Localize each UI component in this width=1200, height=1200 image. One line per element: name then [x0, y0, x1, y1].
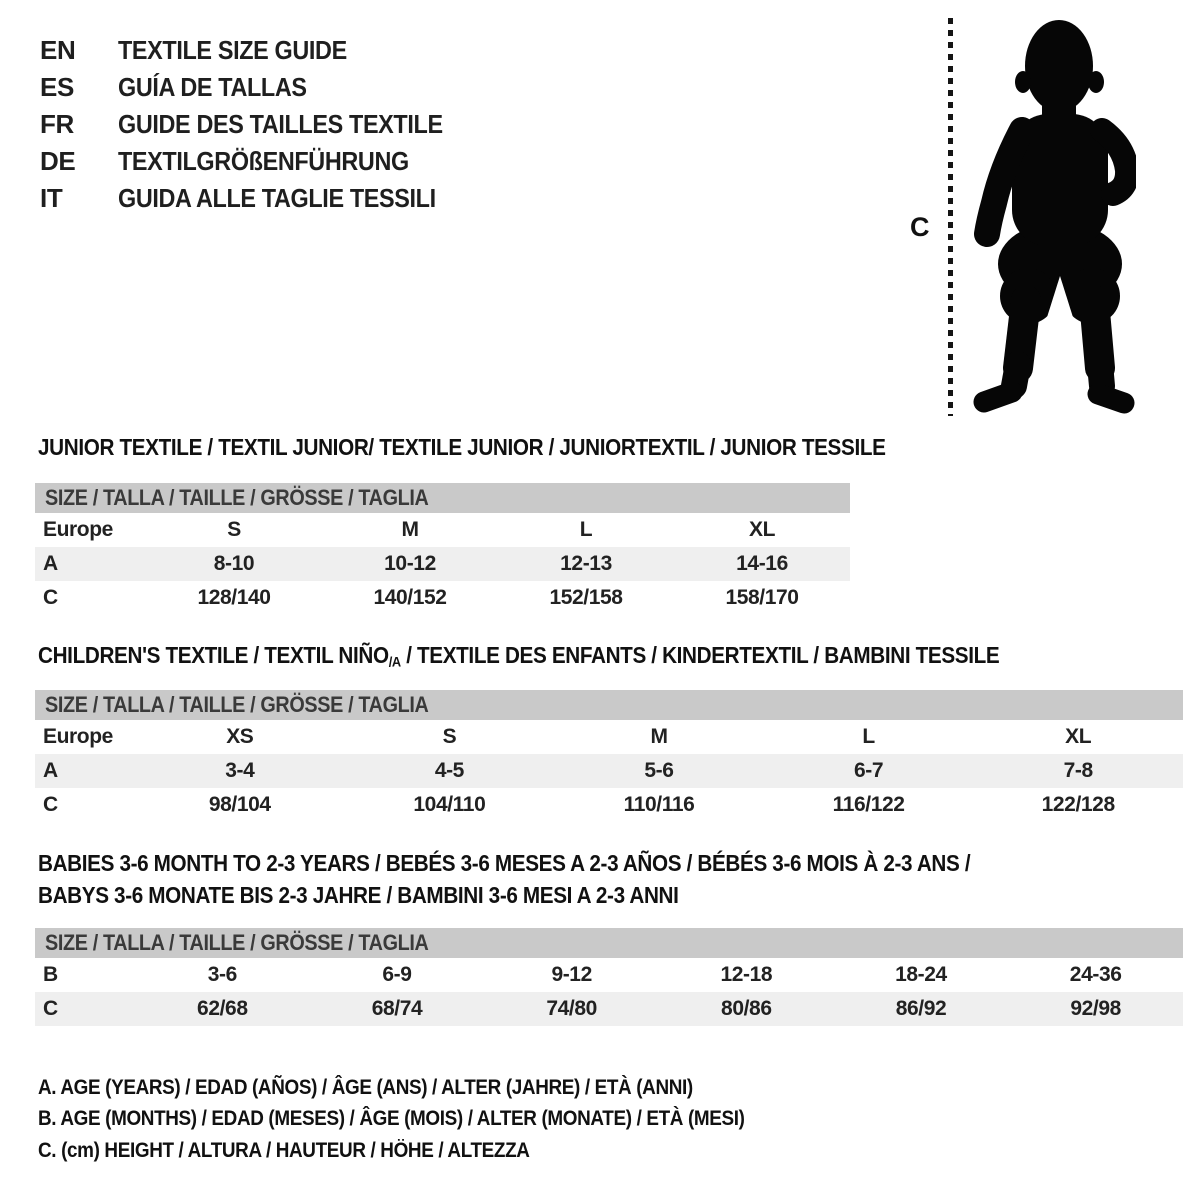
children-size-table [35, 690, 1183, 822]
table-header: SIZE / TALLA / TAILLE / GRÖSSE / TAGLIA [35, 928, 1183, 958]
table-row-height: C 128/140 140/152 152/158 158/170 [43, 586, 799, 609]
table-row-height: C 98/104 104/110 110/116 116/122 122/128 [43, 793, 1115, 816]
lang-row-es [40, 69, 479, 106]
height-dashed-line [948, 18, 953, 416]
junior-section-title: JUNIOR TEXTILE / TEXTIL JUNIOR/ TEXTILE JUNIOR / JUNIORTEXTIL / JUNIOR TESSILE [38, 434, 886, 460]
lang-title: TEXTILE SIZE GUIDE [118, 35, 347, 65]
children-section-title: CHILDREN'S TEXTILE / TEXTIL $NIÑO_{/A}$ / TEXTILE DES ENFANTS / KINDERTEXTIL / BAMBINI TESSILE [38, 642, 1000, 671]
lang-code: DE [40, 146, 76, 176]
junior-size-table [35, 483, 850, 615]
lang-title: GUIDE DES TAILLES TEXTILE [118, 109, 443, 139]
babies-section-title-line1: BABIES 3-6 MONTH TO 2-3 YEARS / BEBÉS 3-6 MESES A 2-3 AÑOS / BÉBÉS 3-6 MOIS À 2-3 ANS / [38, 850, 971, 876]
table-row-europe: Europe S M L XL [43, 518, 776, 541]
measurement-legend [38, 1072, 823, 1167]
table-row-europe: Europe XS S M L XL [43, 725, 1092, 748]
table-row-height: C 62/68 68/74 74/80 80/86 86/92 92/98 [35, 992, 1183, 1026]
language-title-list [40, 32, 479, 217]
lang-title: GUÍA DE TALLAS [118, 72, 307, 102]
table-header: SIZE / TALLA / TAILLE / GRÖSSE / TAGLIA [35, 690, 1183, 720]
lang-code: IT [40, 183, 63, 213]
table-header: SIZE / TALLA / TAILLE / GRÖSSE / TAGLIA [35, 483, 850, 513]
lang-code: FR [40, 109, 74, 139]
babies-size-table [35, 928, 1183, 1026]
babies-section-title-line2: BABYS 3-6 MONATE BIS 2-3 JAHRE / BAMBINI 3-6 MESI A 2-3 ANNI [38, 882, 679, 908]
lang-code: EN [40, 35, 76, 65]
lang-title: TEXTILGRÖßENFÜHRUNG [118, 146, 409, 176]
legend-line-b: B. AGE (MONTHS) / EDAD (MESES) / ÂGE (MOIS) / ALTER (MONATE) / ETÀ (MESI) [38, 1107, 745, 1131]
lang-row-it [40, 180, 479, 217]
table-row-age: A 8-10 10-12 12-13 14-16 [35, 547, 850, 581]
lang-row-fr [40, 106, 479, 143]
legend-line-a: A. AGE (YEARS) / EDAD (AÑOS) / ÂGE (ANS) / ALTER (JAHRE) / ETÀ (ANNI) [38, 1075, 693, 1099]
table-row-age: A 3-4 4-5 5-6 6-7 7-8 [35, 754, 1183, 788]
table-row-months: B 3-6 6-9 9-12 12-18 18-24 24-36 [43, 963, 1122, 986]
toddler-silhouette-icon [968, 18, 1136, 418]
lang-title: GUIDA ALLE TAGLIE TESSILI [118, 183, 436, 213]
legend-line-c: C. (cm) HEIGHT / ALTURA / HAUTEUR / HÖHE / ALTEZZA [38, 1138, 530, 1162]
height-label: C [910, 212, 930, 242]
lang-row-en [40, 32, 479, 69]
lang-code: ES [40, 72, 74, 102]
lang-row-de [40, 143, 479, 180]
